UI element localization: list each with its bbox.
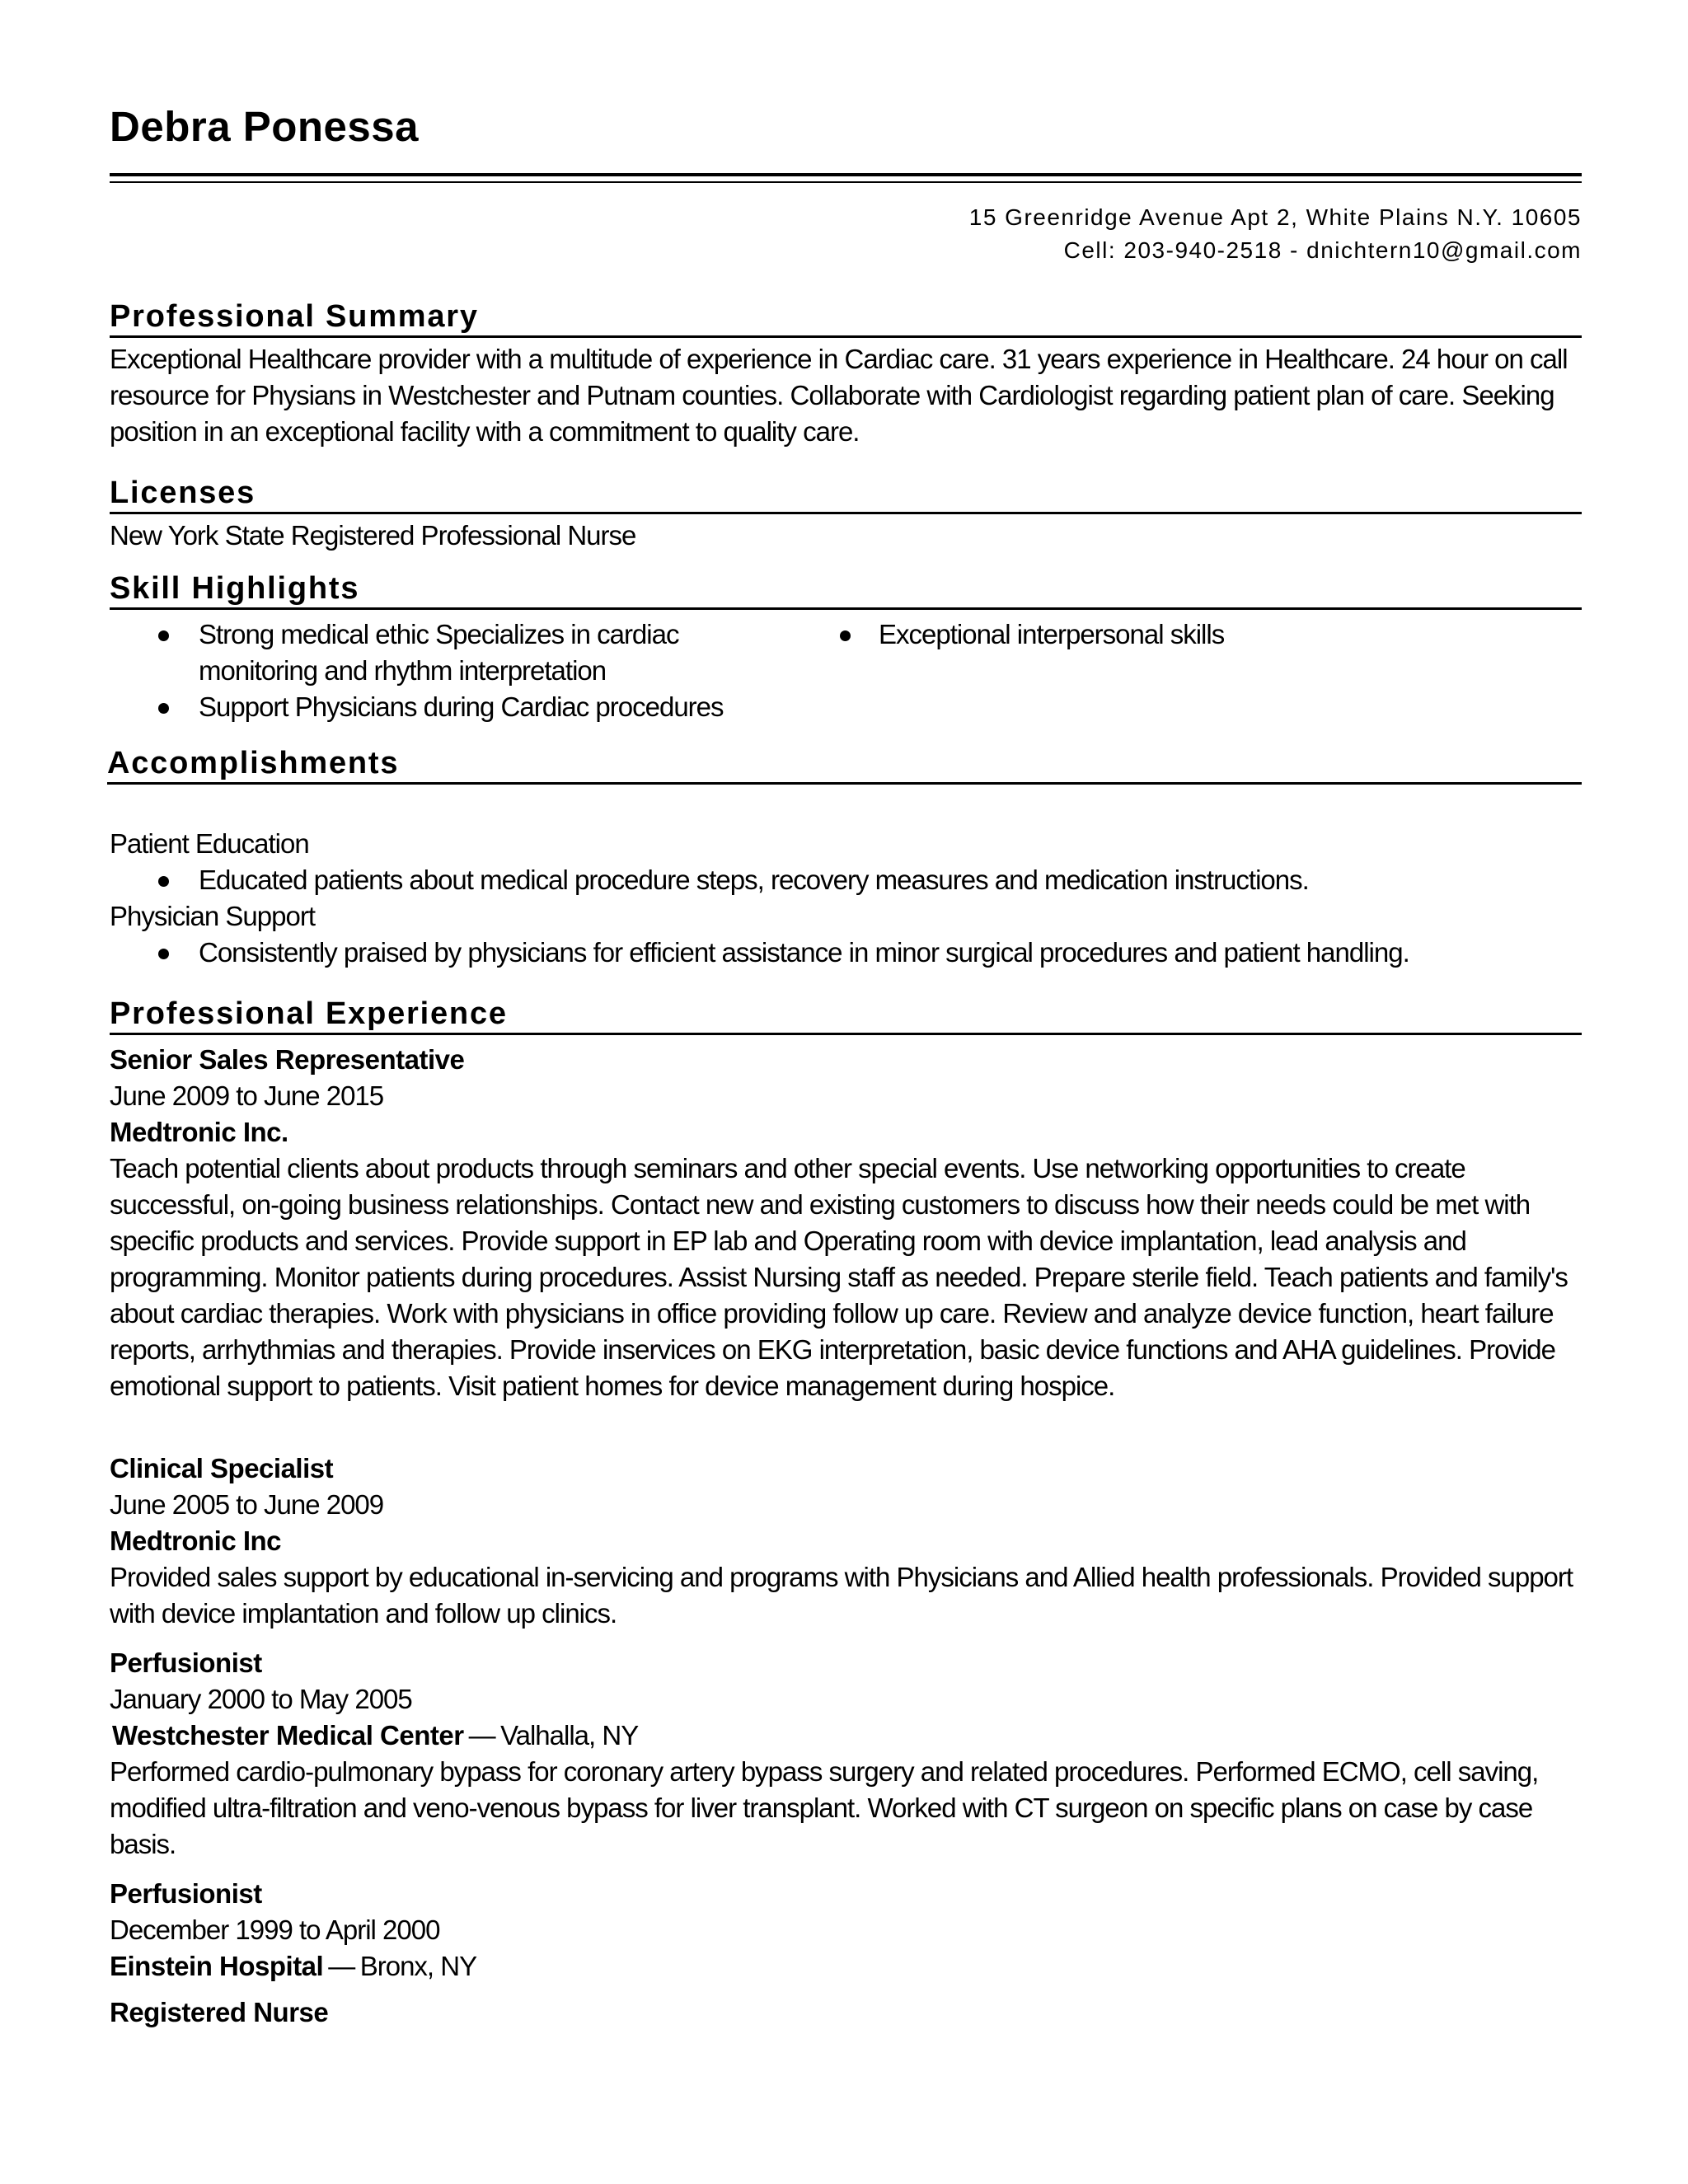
section-skills [110,570,1582,725]
company-location-separator: — [328,1951,355,1981]
contact-phone-email: Cell: 203-940-2518 - dnichtern10@gmail.com [1063,237,1582,263]
job-title: Perfusionist [110,1878,262,1909]
section-experience [110,996,1582,2031]
accomplishment-group-title: Patient Education [110,828,309,859]
section-licenses [110,475,1582,554]
job-dates: January 2000 to May 2005 [110,1684,412,1714]
resume-page [107,103,1582,2031]
company-location-separator: — [468,1720,496,1750]
section-heading-skills: Skill Highlights [110,570,1582,610]
skill-item: Strong medical ethic Specializes in cardiac monitoring and rhythm interpretation [110,616,835,689]
section-heading-summary: Professional Summary [110,298,1582,338]
job-description: Teach potential clients about products through seminars and other special events. Use networking opportunities to create successful, on-going business relationships. Contact new and existing customers to discuss how their needs could be met with specific products and services. Provide support in EP lab and Operating room with device implantation, lead analysis and programming. Monitor patients during procedures. Assist Nursing staff as needed. Prepare sterile field. Teach patients and family's about cardiac therapies. Work with physicians in office providing follow up care. Review and analyze device function, heart failure reports, arrhythmias and therapies. Provide inservices on EKG interpretation, basic device functions and AHA guidelines. Provide emotional support to patients. Visit patient homes for device management during hospice. [110,1153,1568,1401]
header-rule-thin [110,181,1582,183]
job-entry [110,1042,1582,1404]
section-accomplishments [107,745,1582,971]
job-company: Medtronic Inc [110,1526,282,1556]
accomplishment-group-title: Physician Support [110,901,315,931]
job-dates: June 2009 to June 2015 [110,1080,384,1111]
skills-column-left [110,616,835,725]
bullet-icon [158,703,169,714]
section-heading-accomplishments: Accomplishments [107,745,1582,785]
job-entry [110,1994,1582,2031]
bullet-icon [158,630,169,641]
accomplishment-item: Educated patients about medical procedure steps, recovery measures and medication instructions. [110,862,1582,898]
job-company: Westchester Medical Center — Valhalla, NY [112,1720,639,1750]
job-title: Senior Sales Representative [110,1044,465,1075]
license-text: New York State Registered Professional Nurse [110,520,636,551]
job-location: Bronx, NY [359,1951,477,1981]
candidate-name: Debra Ponessa [110,103,420,150]
job-dates: December 1999 to April 2000 [110,1915,440,1945]
header-rule-thick [110,173,1582,176]
accomplishment-item: Consistently praised by physicians for efficient assistance in minor surgical procedures and patient handling. [110,935,1582,971]
skills-column-right [835,616,1582,725]
job-description: Provided sales support by educational in-servicing and programs with Physicians and Allied health professionals. Provided support with device implantation and follow up clinics. [110,1562,1573,1629]
job-entry [110,1876,1582,1985]
job-title: Clinical Specialist [110,1453,334,1483]
skills-grid [110,616,1582,725]
job-description: Performed cardio-pulmonary bypass for coronary artery bypass surgery and related procedures. Performed ECMO, cell saving, modified ultra-filtration and veno-venous bypass for liver transplant. Worked with CT surgeon on specific plans on case by case basis. [110,1756,1539,1859]
job-title: Registered Nurse [110,1997,329,2027]
job-company: Einstein Hospital — Bronx, NY [110,1951,477,1981]
section-heading-experience: Professional Experience [110,996,1582,1035]
job-dates: June 2005 to June 2009 [110,1489,384,1520]
summary-text: Exceptional Healthcare provider with a multitude of experience in Cardiac care. 31 years experience in Healthcare. 24 hour on call resource for Physians in Westchester and Putnam counties. Collaborate with Cardiologist regarding patient plan of care. Seeking position in an exceptional facility with a commitment to quality care. [110,344,1568,447]
job-company: Medtronic Inc. [110,1117,288,1147]
section-summary [110,298,1582,450]
job-entry [110,1645,1582,1863]
bullet-icon [158,876,169,887]
skill-item: Exceptional interpersonal skills [835,616,1582,653]
bullet-icon [840,630,851,641]
contact-block [110,201,1582,267]
skill-item: Support Physicians during Cardiac procedures [110,689,835,725]
accomplishments-body [110,826,1582,971]
job-location: Valhalla, NY [500,1720,639,1750]
section-heading-licenses: Licenses [110,475,1582,514]
bullet-icon [158,949,169,959]
job-title: Perfusionist [110,1647,262,1678]
job-entry [110,1451,1582,1632]
contact-address: 15 Greenridge Avenue Apt 2, White Plains N.Y. 10605 [968,204,1582,230]
